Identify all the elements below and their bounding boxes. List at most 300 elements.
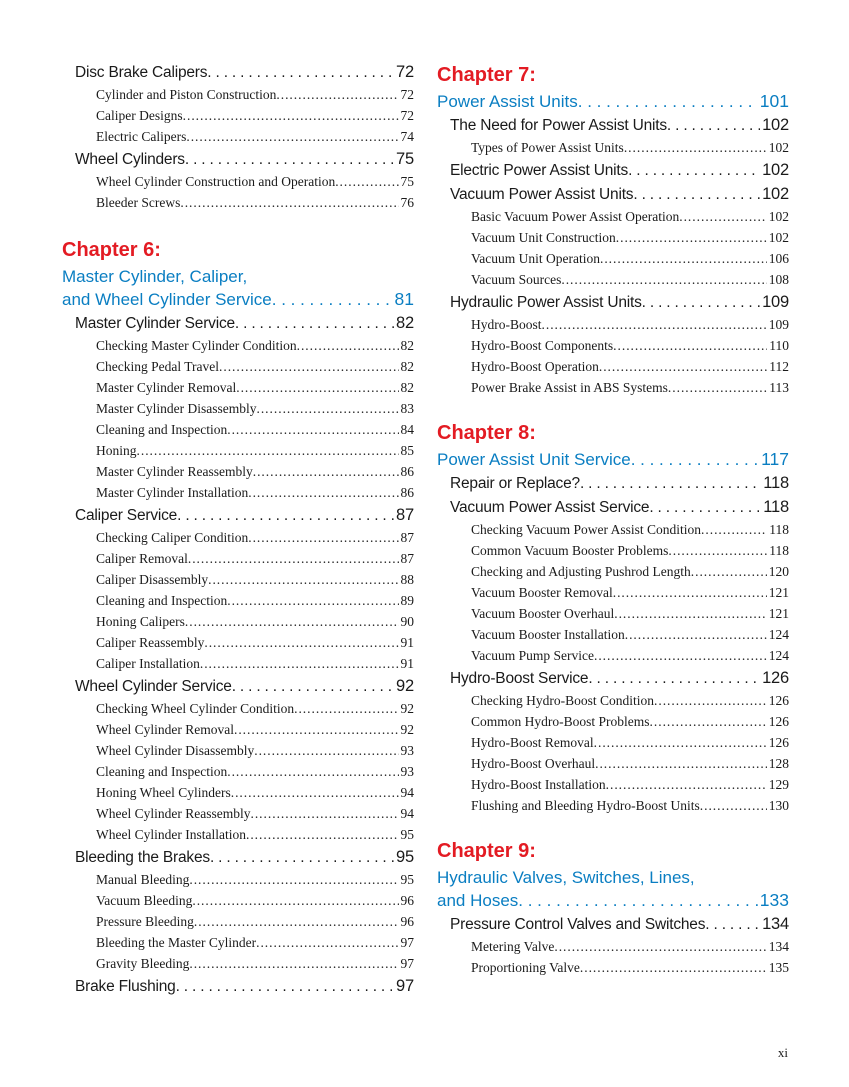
page-number: 97 xyxy=(396,977,414,995)
page-number: 87 xyxy=(396,506,414,524)
chapter-title-line: Master Cylinder, Caliper, xyxy=(62,267,248,286)
dot-leader xyxy=(667,114,760,137)
toc-subsection-title: Cylinder and Piston Construction xyxy=(96,87,277,102)
dot-leader xyxy=(561,269,766,290)
page-number: 82 xyxy=(400,359,414,374)
page-number: 88 xyxy=(400,572,414,587)
dot-leader xyxy=(679,206,767,227)
toc-section-title: Master Cylinder Service xyxy=(75,315,235,332)
toc-subsection[interactable] xyxy=(471,624,789,645)
page-number: 94 xyxy=(400,806,414,821)
toc-section[interactable] xyxy=(75,60,414,84)
page-number: 117 xyxy=(761,449,789,469)
dot-leader xyxy=(614,603,767,624)
dot-leader xyxy=(588,667,760,690)
page-number: 106 xyxy=(768,251,789,266)
toc-section[interactable] xyxy=(75,845,414,869)
page-number: 89 xyxy=(400,593,414,608)
toc-section[interactable] xyxy=(75,974,414,998)
toc-subsection-title: Vacuum Unit Construction xyxy=(471,230,616,245)
chapter-title-entry[interactable] xyxy=(437,90,789,113)
toc-subsection[interactable] xyxy=(471,335,789,356)
toc-subsection[interactable] xyxy=(96,782,414,803)
dot-leader xyxy=(189,869,398,890)
dot-leader xyxy=(137,440,399,461)
toc-subsection-title: Common Vacuum Booster Problems xyxy=(471,543,669,558)
toc-column-left xyxy=(62,60,414,998)
toc-subsection[interactable] xyxy=(471,356,789,377)
toc-section[interactable] xyxy=(450,158,789,182)
dot-leader xyxy=(200,653,399,674)
page-number: 110 xyxy=(769,338,789,353)
dot-leader xyxy=(227,590,398,611)
page-number: 74 xyxy=(400,129,414,144)
page-number: 72 xyxy=(396,63,414,81)
toc-subsection-title: Wheel Cylinder Removal xyxy=(96,722,234,737)
dot-leader xyxy=(253,461,399,482)
page-number: 102 xyxy=(768,209,789,224)
toc-subsection[interactable] xyxy=(96,590,414,611)
toc-subsection[interactable] xyxy=(96,335,414,356)
toc-section[interactable] xyxy=(450,471,789,495)
dot-leader xyxy=(227,419,398,440)
dot-leader xyxy=(625,624,767,645)
toc-subsection-title: Hydro-Boost Installation xyxy=(471,777,606,792)
chapter-sections xyxy=(437,471,789,816)
dot-leader xyxy=(207,61,394,84)
dot-leader xyxy=(227,761,398,782)
toc-subsection[interactable] xyxy=(471,753,789,774)
page-number: 75 xyxy=(400,174,414,189)
page-number: 72 xyxy=(400,87,414,102)
dot-leader xyxy=(232,675,394,698)
toc-subsection[interactable] xyxy=(96,569,414,590)
chapter-title-entry[interactable] xyxy=(437,889,789,912)
toc-subsection-title: Checking Wheel Cylinder Condition xyxy=(96,701,295,716)
toc-section[interactable] xyxy=(450,290,789,314)
toc-subsection[interactable] xyxy=(96,890,414,911)
toc-subsection-title: Vacuum Unit Operation xyxy=(471,251,600,266)
dot-leader xyxy=(248,527,398,548)
page-number: 85 xyxy=(400,443,414,458)
toc-subsection-title: Wheel Cylinder Installation xyxy=(96,827,246,842)
toc-subsection[interactable] xyxy=(96,548,414,569)
dot-leader xyxy=(542,314,767,335)
toc-subsection[interactable] xyxy=(96,932,414,953)
toc-subsection-title: Hydro-Boost Overhaul xyxy=(471,756,596,771)
toc-subsection-title: Vacuum Booster Installation xyxy=(471,627,625,642)
dot-leader xyxy=(633,183,760,206)
toc-subsection[interactable] xyxy=(471,774,789,795)
toc-section[interactable] xyxy=(75,311,414,335)
toc-subsection-title: Checking and Adjusting Pushrod Length xyxy=(471,564,691,579)
toc-subsection[interactable] xyxy=(96,440,414,461)
toc-subsection-title: Caliper Removal xyxy=(96,551,188,566)
toc-subsection[interactable] xyxy=(471,377,789,398)
page-number: 120 xyxy=(768,564,789,579)
toc-section[interactable] xyxy=(450,113,789,137)
dot-leader xyxy=(208,569,398,590)
toc-subsection[interactable] xyxy=(471,732,789,753)
toc-subsection-title: Caliper Reassembly xyxy=(96,635,205,650)
page-number: 118 xyxy=(763,498,789,516)
dot-leader xyxy=(236,377,398,398)
dot-leader xyxy=(701,519,767,540)
dot-leader xyxy=(628,159,760,182)
page-number: 95 xyxy=(400,872,414,887)
toc-subsection[interactable] xyxy=(96,698,414,719)
dot-leader xyxy=(578,90,758,113)
dot-leader xyxy=(580,472,761,495)
page-number: 133 xyxy=(759,890,789,910)
toc-section[interactable] xyxy=(450,182,789,206)
page-number: 113 xyxy=(769,380,789,395)
page-number: 124 xyxy=(768,648,789,663)
toc-subsection-title: Master Cylinder Installation xyxy=(96,485,249,500)
toc-subsection[interactable] xyxy=(471,137,789,158)
toc-section-title: Electric Power Assist Units xyxy=(450,162,629,179)
page-number: 109 xyxy=(762,293,789,311)
toc-subsection[interactable] xyxy=(96,84,414,105)
toc-section-title: Caliper Service xyxy=(75,507,178,524)
dot-leader xyxy=(705,913,760,936)
chapter-sections xyxy=(62,311,414,998)
toc-subsection[interactable] xyxy=(471,269,789,290)
toc-subsection-title: Proportioning Valve xyxy=(471,960,580,975)
page-number: 96 xyxy=(400,893,414,908)
dot-leader xyxy=(186,126,398,147)
toc-subsection-title: Checking Vacuum Power Assist Condition xyxy=(471,522,702,537)
toc-subsection-title: Checking Caliper Condition xyxy=(96,530,249,545)
toc-subsection[interactable] xyxy=(96,911,414,932)
toc-subsection[interactable] xyxy=(96,461,414,482)
toc-subsection-title: Master Cylinder Reassembly xyxy=(96,464,253,479)
toc-subsection[interactable] xyxy=(96,126,414,147)
toc-section-title: Hydro-Boost Service xyxy=(450,670,589,687)
dot-leader xyxy=(616,227,767,248)
toc-section-title: The Need for Power Assist Units xyxy=(450,117,667,134)
toc-subsection[interactable] xyxy=(471,561,789,582)
page-number: 94 xyxy=(400,785,414,800)
toc-subsection-title: Manual Bleeding xyxy=(96,872,190,887)
dot-leader xyxy=(518,889,758,912)
dot-leader xyxy=(256,932,398,953)
chapter-7 xyxy=(437,60,789,398)
dot-leader xyxy=(188,548,399,569)
toc-section-title: Wheel Cylinder Service xyxy=(75,678,232,695)
page-number: 82 xyxy=(400,338,414,353)
dot-leader xyxy=(580,957,767,978)
toc-subsection[interactable] xyxy=(96,761,414,782)
dot-leader xyxy=(554,936,766,957)
dot-leader xyxy=(185,148,394,171)
toc-section-title: Disc Brake Calipers xyxy=(75,64,208,81)
toc-subsection[interactable] xyxy=(471,690,789,711)
chapter-title-text: Power Assist Units xyxy=(437,92,578,111)
dot-leader xyxy=(650,711,767,732)
page-number: 101 xyxy=(759,91,789,111)
toc-subsection[interactable] xyxy=(96,105,414,126)
toc-subsection-title: Gravity Bleeding xyxy=(96,956,190,971)
page-number: 130 xyxy=(768,798,789,813)
page-number: 82 xyxy=(396,314,414,332)
page-number: 126 xyxy=(768,735,789,750)
toc-section-title: Repair or Replace? xyxy=(450,475,580,492)
dot-leader xyxy=(185,611,399,632)
dot-leader xyxy=(276,84,398,105)
toc-subsection[interactable] xyxy=(96,824,414,845)
toc-subsection[interactable] xyxy=(471,248,789,269)
toc-section[interactable] xyxy=(450,666,789,690)
page-number: 134 xyxy=(762,915,789,933)
toc-section-title: Pressure Control Valves and Switches xyxy=(450,916,706,933)
toc-subsection[interactable] xyxy=(471,645,789,666)
toc-column-right xyxy=(437,60,789,978)
dot-leader xyxy=(642,291,760,314)
page-number: 112 xyxy=(769,359,789,374)
toc-subsection-title: Vacuum Bleeding xyxy=(96,893,193,908)
toc-subsection[interactable] xyxy=(471,206,789,227)
page-number: 84 xyxy=(400,422,414,437)
toc-subsection[interactable] xyxy=(96,803,414,824)
page-number: 93 xyxy=(400,764,414,779)
dot-leader xyxy=(177,504,394,527)
toc-section-title: Brake Flushing xyxy=(75,978,176,995)
toc-subsection[interactable] xyxy=(96,356,414,377)
chapter-title-text: and Hoses xyxy=(437,891,519,910)
page-number: 90 xyxy=(400,614,414,629)
page-number: 124 xyxy=(768,627,789,642)
toc-subsection[interactable] xyxy=(471,582,789,603)
toc-subsection[interactable] xyxy=(96,171,414,192)
toc-subsection-title: Hydro-Boost Components xyxy=(471,338,614,353)
toc-subsection-title: Basic Vacuum Power Assist Operation xyxy=(471,209,680,224)
dot-leader xyxy=(210,846,394,869)
chapter-sections xyxy=(437,113,789,398)
page-number: 118 xyxy=(769,522,789,537)
toc-subsection[interactable] xyxy=(471,314,789,335)
dot-leader xyxy=(594,732,767,753)
dot-leader xyxy=(194,911,399,932)
dot-leader xyxy=(595,753,767,774)
toc-subsection[interactable] xyxy=(471,795,789,816)
dot-leader xyxy=(231,782,399,803)
toc-subsection-title: Common Hydro-Boost Problems xyxy=(471,714,650,729)
dot-leader xyxy=(297,335,399,356)
toc-section[interactable] xyxy=(75,674,414,698)
toc-subsection-title: Cleaning and Inspection xyxy=(96,422,228,437)
toc-section[interactable] xyxy=(450,912,789,936)
toc-subsection-title: Master Cylinder Removal xyxy=(96,380,237,395)
page-number: 108 xyxy=(768,272,789,287)
page-number: 118 xyxy=(763,474,789,492)
page-number: 81 xyxy=(394,289,414,309)
page-number: 102 xyxy=(762,161,789,179)
toc-subsection-title: Pressure Bleeding xyxy=(96,914,194,929)
toc-subsection-title: Flushing and Bleeding Hydro-Boost Units xyxy=(471,798,700,813)
dot-leader xyxy=(600,248,767,269)
page-number: 126 xyxy=(768,693,789,708)
page-number: 95 xyxy=(400,827,414,842)
toc-section-title: Vacuum Power Assist Service xyxy=(450,499,650,516)
dot-leader xyxy=(256,398,398,419)
toc-subsection-title: Honing xyxy=(96,443,137,458)
toc-subsection[interactable] xyxy=(96,953,414,974)
toc-subsection[interactable] xyxy=(471,227,789,248)
dot-leader xyxy=(254,740,398,761)
toc-subsection-title: Hydro-Boost Removal xyxy=(471,735,594,750)
page-folio: xi xyxy=(777,1045,788,1060)
toc-subsection[interactable] xyxy=(96,192,414,213)
chapter-8 xyxy=(437,418,789,816)
toc-subsection[interactable] xyxy=(96,482,414,503)
page-number: 129 xyxy=(768,777,789,792)
page-number: 109 xyxy=(768,317,789,332)
toc-subsection-title: Checking Pedal Travel xyxy=(96,359,219,374)
page-number: 92 xyxy=(400,722,414,737)
dot-leader xyxy=(272,288,393,311)
page-number: 128 xyxy=(768,756,789,771)
toc-section[interactable] xyxy=(450,495,789,519)
page-number: 135 xyxy=(768,960,789,975)
chapter-label: Chapter 6: xyxy=(62,239,161,261)
chapter-label: Chapter 7: xyxy=(437,64,536,86)
toc-subsection-title: Wheel Cylinder Disassembly xyxy=(96,743,255,758)
dot-leader xyxy=(192,890,398,911)
page-number: 87 xyxy=(400,551,414,566)
toc-subsection-title: Cleaning and Inspection xyxy=(96,593,228,608)
toc-subsection[interactable] xyxy=(471,957,789,978)
toc-subsection-title: Bleeder Screws xyxy=(96,195,181,210)
toc-subsection-title: Wheel Cylinder Construction and Operation xyxy=(96,174,336,189)
dot-leader xyxy=(668,377,767,398)
dot-leader xyxy=(606,774,767,795)
page-number: 91 xyxy=(400,635,414,650)
chapter-title-entry[interactable] xyxy=(62,288,414,311)
toc-subsection-title: Bleeding the Master Cylinder xyxy=(96,935,257,950)
dot-leader xyxy=(180,192,398,213)
dot-leader xyxy=(700,795,767,816)
toc-subsection[interactable] xyxy=(96,611,414,632)
dot-leader xyxy=(649,496,761,519)
toc-subsection-title: Caliper Installation xyxy=(96,656,200,671)
toc-section-title: Bleeding the Brakes xyxy=(75,849,210,866)
dot-leader xyxy=(613,335,767,356)
toc-subsection-title: Hydro-Boost Operation xyxy=(471,359,599,374)
dot-leader xyxy=(248,482,398,503)
page-number: 134 xyxy=(768,939,789,954)
toc-section-title: Hydraulic Power Assist Units xyxy=(450,294,642,311)
page-number: 102 xyxy=(768,230,789,245)
page-number: 93 xyxy=(400,743,414,758)
toc-subsection-title: Types of Power Assist Units xyxy=(471,140,624,155)
toc-subsection[interactable] xyxy=(471,711,789,732)
toc-subsection-title: Vacuum Sources xyxy=(471,272,562,287)
dot-leader xyxy=(691,561,767,582)
toc-subsection[interactable] xyxy=(96,377,414,398)
chapter-9 xyxy=(437,836,789,978)
toc-subsection-title: Checking Master Cylinder Condition xyxy=(96,338,297,353)
toc-subsection-title: Vacuum Pump Service xyxy=(471,648,594,663)
toc-subsection-title: Vacuum Booster Overhaul xyxy=(471,606,615,621)
page-number: 97 xyxy=(400,935,414,950)
toc-subsection[interactable] xyxy=(96,719,414,740)
toc-subsection[interactable] xyxy=(471,936,789,957)
toc-subsection-title: Vacuum Booster Removal xyxy=(471,585,613,600)
toc-subsection[interactable] xyxy=(96,653,414,674)
page-number: 118 xyxy=(769,543,789,558)
toc-subsection-title: Caliper Designs xyxy=(96,108,183,123)
page-number: 92 xyxy=(400,701,414,716)
toc-subsection-title: Master Cylinder Disassembly xyxy=(96,401,257,416)
page-number: 96 xyxy=(400,914,414,929)
dot-leader xyxy=(183,105,399,126)
dot-leader xyxy=(189,953,398,974)
toc-subsection[interactable] xyxy=(96,869,414,890)
chapter-label: Chapter 8: xyxy=(437,422,536,444)
toc-subsection-title: Honing Wheel Cylinders xyxy=(96,785,231,800)
toc-subsection[interactable] xyxy=(471,603,789,624)
toc-subsection-title: Wheel Cylinder Reassembly xyxy=(96,806,251,821)
toc-subsection[interactable] xyxy=(471,519,789,540)
toc-subsection[interactable] xyxy=(96,419,414,440)
dot-leader xyxy=(246,824,399,845)
toc-subsection[interactable] xyxy=(96,632,414,653)
chapter-6 xyxy=(62,235,414,998)
toc-subsection-title: Honing Calipers xyxy=(96,614,185,629)
toc-subsection-title: Electric Calipers xyxy=(96,129,187,144)
dot-leader xyxy=(250,803,398,824)
page-number: 102 xyxy=(762,116,789,134)
dot-leader xyxy=(654,690,767,711)
toc-subsection[interactable] xyxy=(96,740,414,761)
page-number: 72 xyxy=(400,108,414,123)
dot-leader xyxy=(668,540,767,561)
toc-subsection-title: Checking Hydro-Boost Condition xyxy=(471,693,654,708)
toc-subsection-title: Hydro-Boost xyxy=(471,317,542,332)
toc-subsection-title: Cleaning and Inspection xyxy=(96,764,228,779)
page-number: 82 xyxy=(400,380,414,395)
dot-leader xyxy=(594,645,767,666)
chapter-title-text: and Wheel Cylinder Service xyxy=(62,290,272,309)
dot-leader xyxy=(204,632,398,653)
page-number: 92 xyxy=(396,677,414,695)
page-number: 97 xyxy=(400,956,414,971)
chapter-title-line: Hydraulic Valves, Switches, Lines, xyxy=(437,868,695,887)
dot-leader xyxy=(335,171,398,192)
toc-subsection-title: Power Brake Assist in ABS Systems xyxy=(471,380,668,395)
toc-section[interactable] xyxy=(75,503,414,527)
toc-subsection[interactable] xyxy=(96,398,414,419)
page-number: 87 xyxy=(400,530,414,545)
toc-subsection-title: Metering Valve xyxy=(471,939,555,954)
dot-leader xyxy=(294,698,398,719)
dot-leader xyxy=(624,137,767,158)
page-number: 126 xyxy=(762,669,789,687)
page-number: 76 xyxy=(400,195,414,210)
dot-leader xyxy=(613,582,767,603)
dot-leader xyxy=(235,312,394,335)
dot-leader xyxy=(234,719,399,740)
dot-leader xyxy=(631,448,759,471)
toc-subsection[interactable] xyxy=(96,527,414,548)
toc-section[interactable] xyxy=(75,147,414,171)
toc-intro-sections xyxy=(62,60,414,213)
page-number: 86 xyxy=(400,464,414,479)
toc-subsection-title: Caliper Disassembly xyxy=(96,572,209,587)
toc-subsection[interactable] xyxy=(471,540,789,561)
chapter-title-entry[interactable] xyxy=(437,448,789,471)
